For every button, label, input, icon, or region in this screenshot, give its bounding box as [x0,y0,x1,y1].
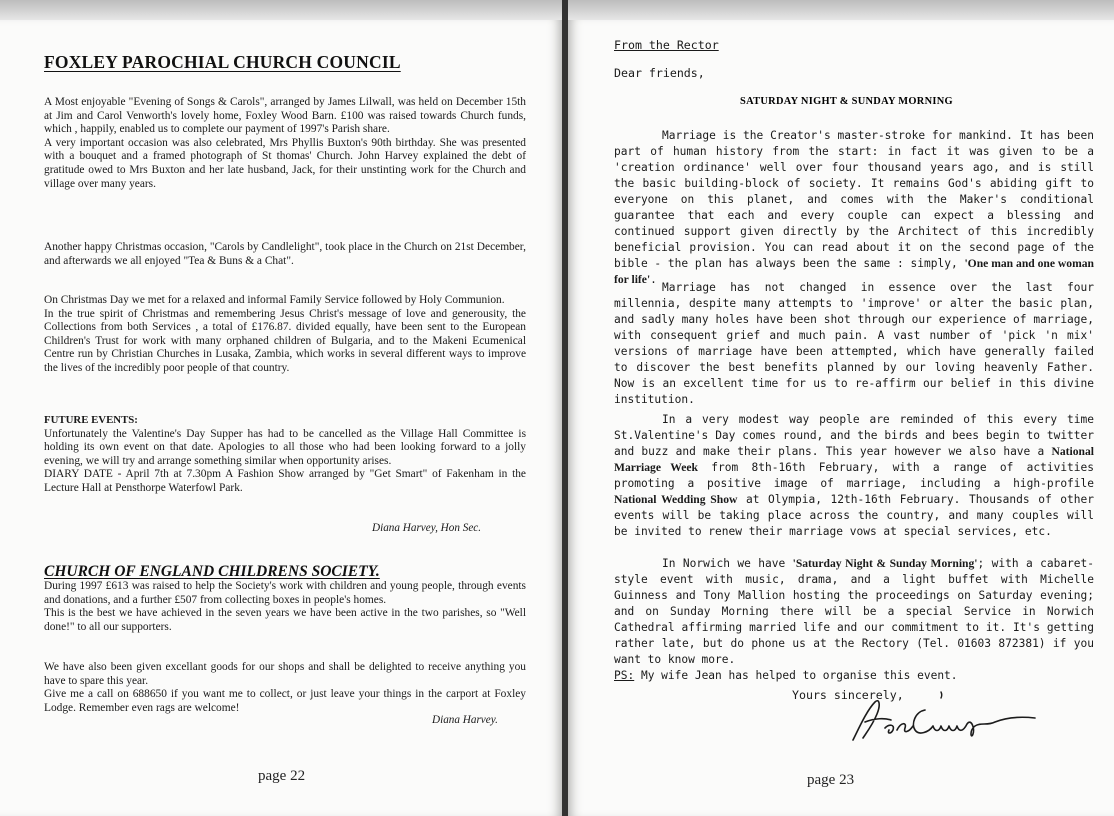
childrens-society-call: Give me a call on 688650 if you want me to collect, or just leave your things in the carport at Foxley Lodge. Remember even rags are welcome! [44,688,526,714]
letter-para-2: Marriage has not changed in essence over the last four millennia, despite many attempts to 'improve' or alter the basic plan, and sadly many holes have been shot through our experience of marriage, with consequent grief and much pain. A vast number of 'pick 'n mix' versions of marriage have been attempted, which have generally failed to discover the best benefits planned by our loving heavenly Father. Now is an excellent time for us to re-affirm our belief in this divine institution. [614,281,1094,406]
page-number-23: page 23 [807,772,855,788]
childrens-society-raised: During 1997 £613 was raised to help the Society's work with children and young people, through events and donations, and a further £507 from collecting boxes in people's homes. [44,580,526,606]
pcc-para-songs-carols: A Most enjoyable "Evening of Songs & Carols", arranged by James Lilwall, was held on December 15th at Jim and Carol Venworth's lovely home, Foxley Wood Barn. £100 was raised towards Church funds, which , happily, enabled us to complete our payment of 1997's Parish share. [44,96,526,136]
childrens-society-section-2 [44,661,526,715]
closing-yours-sincerely: Yours sincerely, [792,688,904,702]
future-events-diary: DIARY DATE - April 7th at 7.30pm A Fashion Show arranged by "Get Smart" of Fakenham in the Lecture Hall at Pensthorpe Waterfowl Park. [44,468,526,494]
future-events-valentine: Unfortunately the Valentine's Day Supper has had to be cancelled as the Village Hall Committee is holding its own event on that date. Apologies to all those who had been looking forward to a jolly evening, we will try and arrange something similar when opportunity arises. [44,427,526,467]
bold-wedding-show: National Wedding Show [614,493,738,506]
childrens-society-goods: We have also been given excellant goods for our shops and shall be delighted to receive anything you have to spare this year. [44,661,526,687]
pcc-para-candlelight: Another happy Christmas occasion, "Carols by Candlelight", took place in the Church on 21st December, and afterwards we all enjoyed "Tea & Buns & a Chat". [44,241,526,267]
pcc-section-3 [44,294,526,376]
pcc-heading: FOXLEY PAROCHIAL CHURCH COUNCIL [44,52,401,72]
letter-title: SATURDAY NIGHT & SUNDAY MORNING [740,96,953,107]
childrens-society-best: This is the best we have achieved in the seven years we have been active in the two parishes, so "Well done!" to all our supporters. [44,607,526,633]
bold-saturday-night: 'Saturday Night & Sunday Morning' [792,557,978,570]
signature-diana: Diana Harvey. [432,714,498,726]
signature-hon-sec: Diana Harvey, Hon Sec. [372,522,482,534]
pcc-section-1 [44,96,526,191]
future-events-section [44,414,526,496]
scan-top-edge [0,0,1114,20]
greeting: Dear friends, [614,66,705,80]
pcc-para-christmas-day: On Christmas Day we met for a relaxed and informal Family Service followed by Holy Communion. [44,294,505,306]
pcc-para-birthday: A very important occasion was also celebrated, Mrs Phyllis Buxton's 90th birthday. She was presented with a bouquet and a framed photograph of St thomas' Church. John Harvey explained the debt of gratitude owed to Mrs Buxton and her late husband, Jack, for their unstinting work for the Church and village over many years. [44,136,526,190]
letter-para-3: In a very modest way people are reminded of this every time St.Valentine's Day comes round, and the birds and bees begin to twitter and buzz and make their plans. This year however we also have a National Marriage Week from 8th-16th February, with a range of activities promoting a positive image of marriage, including a high-profile National Wedding Show at Olympia, 12th-16th February. Thousands of other events will be taking place across the country, and many couples will be invited to renew their marriage vows at special services, etc. [614,413,1095,538]
bold-marriage-week: National Marriage Week [614,445,1094,474]
bold-one-man-one-woman: 'One man and one woman for life' [614,257,1095,286]
letter-para-4: In Norwich we have 'Saturday Night & Sunday Morning'; with a cabaret-style event with music, drama, and a light buffet with Michelle Guinness and Tony Mallion hosting the proceedings on Saturday evening; and on Sunday Morning there will be a special Service in Norwich Cathedral affirming married life and our commitment to it. It's getting rather late, but do phone us at the Rectory (Tel. 01603 872381) if you want to know more. PS: My wife Jean has helped to organise this event. [614,557,1094,682]
from-the-rector: From the Rector [614,38,719,52]
childrens-society-section-1 [44,580,526,634]
pcc-section-2 [44,241,526,268]
handwritten-signature [845,688,1045,748]
childrens-society-heading: CHURCH OF ENGLAND CHILDRENS SOCIETY. [44,563,380,580]
page-number-22: page 22 [258,768,306,784]
pcc-para-collections: In the true spirit of Christmas and remembering Jesus Christ's message of love and generousity, the Collections from both Services , a total of £176.87. divided equally, have been sent to the European Children's Trust for work with many orphaned children of Bulgaria, and to the Makeni Ecumenical Centre run by Christian Churches in Lusaka, Zambia, which works in several different ways to improve the lives of the incredibly poor people of that country. [44,307,526,374]
letter-para-1: Marriage is the Creator's master-stroke for mankind. It has been part of human history from the start: in fact it was given to be a 'creation ordinance' well over four thousand years ago, and is still the basic building-block of society. It remains God's abiding gift to everyone on this planet, and comes with the Maker's conditional guarantee that each and every couple can expect a blessing and continued support given directly by the Architect of this incredibly beneficial provision. You can read about it on the second page of the bible - the plan has always been the same : simply, 'One man and one woman for life'. [614,129,1095,286]
future-events-heading: FUTURE EVENTS: [44,414,138,426]
letter-ps: PS: My wife Jean has helped to organise this event. [614,669,958,682]
